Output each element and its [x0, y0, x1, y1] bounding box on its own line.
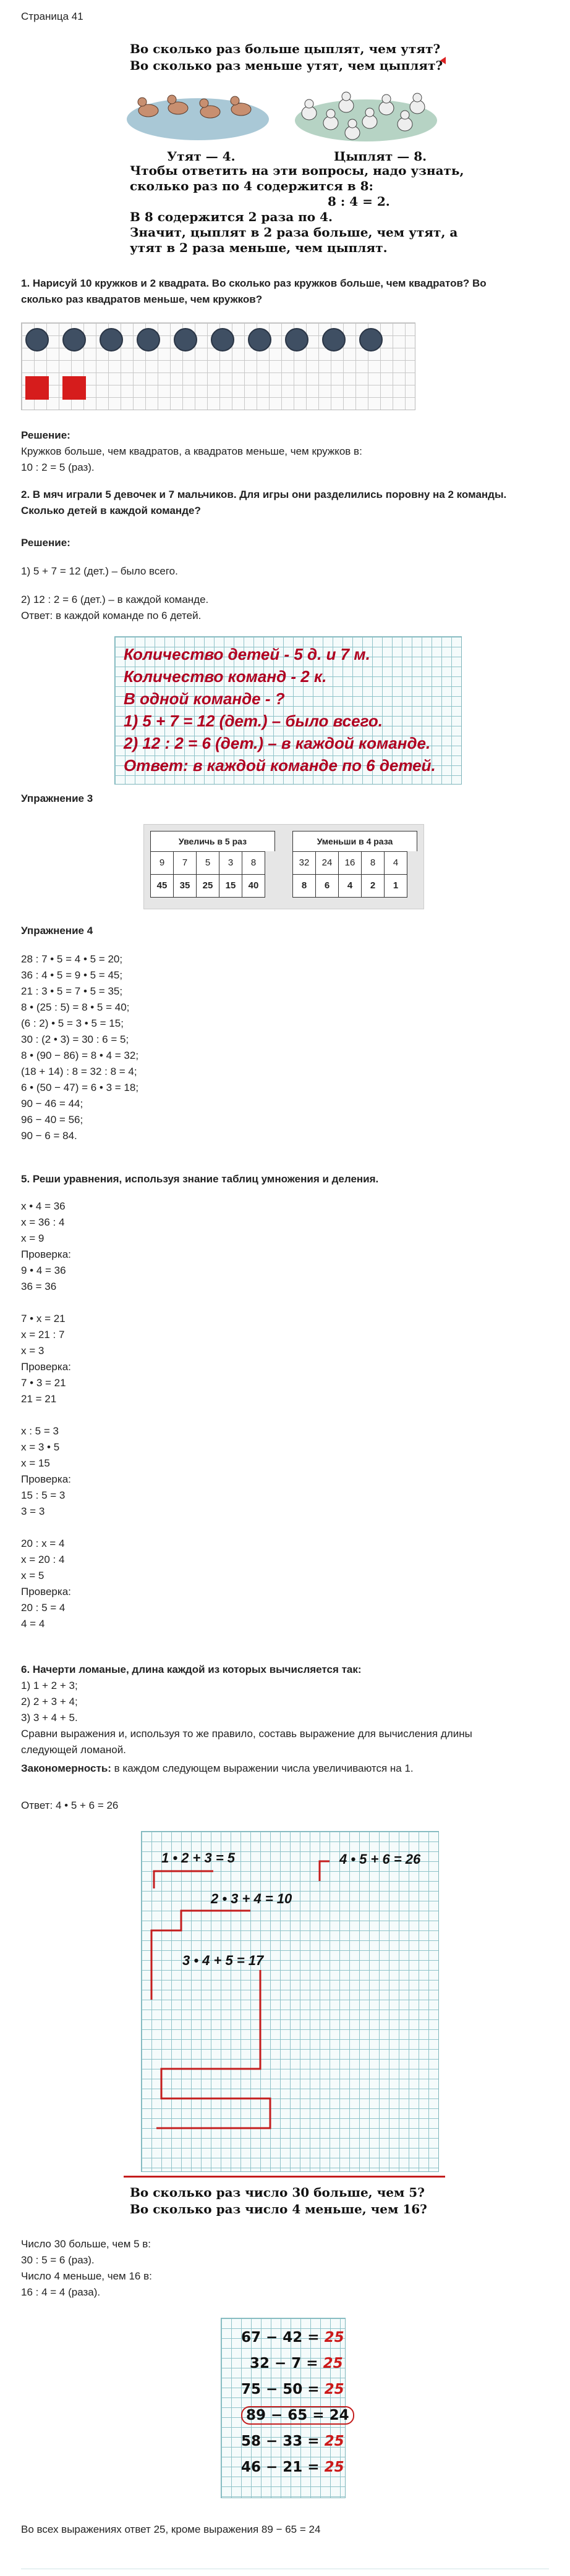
ex3-left-grid: [150, 851, 265, 898]
task2-title-line1: 2. В мяч играли 5 девочек и 7 мальчиков. Для игры они разделились поровну на 2 команды.: [21, 489, 507, 500]
eq-line: 20 : 5 = 4: [21, 1602, 66, 1614]
table-cell: 32: [293, 852, 316, 875]
divider-line: [124, 2176, 445, 2178]
task6-notebook: [141, 1831, 439, 2172]
circle-shape: [174, 328, 197, 351]
task2-title-line2: Сколько детей в каждой команде?: [21, 505, 201, 516]
calc-expr: 67 − 42 =: [241, 2330, 320, 2346]
ex3-title: Упражнение 3: [21, 793, 93, 804]
eq-line: x = 36 : 4: [21, 1216, 65, 1228]
calc-expr: 32 − 7 =: [250, 2355, 318, 2372]
ex4-line: 36 : 4 • 5 = 9 • 5 = 45;: [21, 969, 123, 981]
circle-shape: [322, 328, 346, 351]
eq-line: x • 4 = 36: [21, 1200, 66, 1212]
eq-line: x = 15: [21, 1457, 50, 1469]
task1-title-line2: сколько раз квадратов меньше, чем кружков?: [21, 293, 263, 305]
square-shape: [62, 376, 86, 400]
task5-title: 5. Реши уравнения, используя знание таблиц умножения и деления.: [21, 1173, 379, 1185]
table-cell: 3: [219, 852, 242, 875]
polyline-label-1: 1 • 2 + 3 = 5: [161, 1850, 236, 1866]
eq-spacer: [21, 1407, 71, 1423]
label-ducks: Утят — 4.: [167, 149, 236, 164]
task6-pattern: [21, 1761, 414, 1777]
ex4-line: 30 : (2 • 3) = 30 : 6 = 5;: [21, 1033, 129, 1045]
table-cell: 15: [219, 875, 242, 898]
calc-answer: 24: [329, 2407, 349, 2423]
ex4-line: 96 − 40 = 56;: [21, 1114, 83, 1126]
task7-q2: Во сколько раз число 4 меньше, чем 16?: [130, 2202, 427, 2216]
table-cell: 7: [174, 852, 197, 875]
label-chicks: Цыплят — 8.: [334, 149, 427, 164]
task7-conclusion: Во всех выражениях ответ 25, кроме выражения 89 − 65 = 24: [21, 2523, 321, 2535]
calc-expr: 46 − 21 =: [241, 2459, 320, 2475]
task7-a3: Число 4 меньше, чем 16 в:: [21, 2270, 152, 2282]
ex4-line: 90 − 6 = 84.: [21, 1130, 77, 1142]
ex3-left-head: Увеличь в 5 раз: [150, 831, 275, 851]
task6-item: 3) 3 + 4 + 5.: [21, 1712, 78, 1724]
circle-shape: [248, 328, 271, 351]
eq-line: 9 • 4 = 36: [21, 1265, 66, 1276]
polyline-1: [154, 1871, 213, 1888]
eq-line: x : 5 = 3: [21, 1425, 59, 1437]
circle-shape: [62, 328, 86, 351]
textbook-q1: Во сколько раз больше цыплят, чем утят?: [130, 41, 441, 56]
eq-line: Проверка:: [21, 1248, 71, 1260]
ex3-right-head: Уменьши в 4 раза: [292, 831, 417, 851]
eq-line: Проверка:: [21, 1361, 71, 1373]
calc-row: [241, 2457, 344, 2478]
task6-answer: Ответ: 4 • 5 + 6 = 26: [21, 1799, 119, 1811]
ex4-line: 21 : 3 • 5 = 7 • 5 = 35;: [21, 985, 123, 997]
eq-line: 20 : x = 4: [21, 1538, 65, 1549]
task2-solution-line3: Ответ: в каждой команде по 6 детей.: [21, 610, 202, 621]
pattern-text: в каждом следующем выражении числа увеличиваются на 1.: [111, 1762, 414, 1774]
task2-solution-line2: 2) 12 : 2 = 6 (дет.) – в каждой команде.: [21, 594, 209, 605]
eq-line: x = 20 : 4: [21, 1554, 65, 1565]
ex4-title: Упражнение 4: [21, 925, 93, 937]
polyline-3: [156, 1970, 270, 2128]
task7-questions: [130, 2184, 427, 2218]
polylines-drawing: [142, 1832, 438, 2171]
task5-lines: [21, 1198, 71, 1632]
eq-line: x = 5: [21, 1570, 45, 1581]
eq-line: x = 3: [21, 1345, 45, 1357]
eq-spacer: [21, 1520, 71, 1536]
ex4-line: 8 • (25 : 5) = 8 • 5 = 40;: [21, 1001, 130, 1013]
table-cell: 5: [197, 852, 219, 875]
task1-title: [21, 276, 487, 308]
task6-instruction: следующей ломаной.: [21, 1744, 126, 1756]
duck-chick-illustration: [124, 83, 439, 145]
textbook-p2: сколько раз по 4 содержится в 8:: [130, 179, 373, 193]
calc-row-highlighted: [241, 2405, 354, 2427]
textbook-p6: утят в 2 раза меньше, чем цыплят.: [130, 240, 388, 255]
calc-answer: 25: [323, 2355, 343, 2372]
calc-expr: 58 − 33 =: [241, 2433, 320, 2449]
eq-line: Проверка:: [21, 1586, 71, 1597]
eq-line: 21 = 21: [21, 1393, 57, 1405]
table-cell: 2: [362, 875, 385, 898]
task6-text: [21, 1678, 472, 1758]
task6-item: 1) 1 + 2 + 3;: [21, 1680, 78, 1691]
table-cell: 16: [339, 852, 362, 875]
ex3-tables: [143, 824, 424, 909]
eq-line: x = 9: [21, 1232, 45, 1244]
table-cell: 1: [385, 875, 407, 898]
hw-line: 1) 5 + 7 = 12 (дет.) – было всего.: [124, 712, 383, 730]
textbook-p4: В 8 содержится 2 раза по 4.: [130, 209, 333, 224]
table-cell: 8: [242, 852, 265, 875]
calc-answer: 25: [324, 2433, 344, 2449]
eq-line: 4 = 4: [21, 1618, 45, 1630]
calc-answer: 25: [324, 2330, 344, 2346]
calc-row: [241, 2431, 344, 2452]
ex4-line: (6 : 2) • 5 = 3 • 5 = 15;: [21, 1017, 124, 1029]
hw-line: В одной команде - ?: [124, 689, 285, 708]
table-cell: 24: [316, 852, 339, 875]
task2-handwritten-solution: [124, 643, 436, 777]
textbook-explanation: [130, 163, 464, 256]
textbook-p5: Значит, цыплят в 2 раза больше, чем утят, а: [130, 225, 458, 240]
ex3-left-table: [150, 831, 275, 898]
task6-title: 6. Начерти ломаные, длина каждой из которых вычисляется так:: [21, 1664, 362, 1675]
task1-title-line1: 1. Нарисуй 10 кружков и 2 квадрата. Во сколько раз кружков больше, чем квадратов? Во: [21, 277, 487, 289]
eq-line: Проверка:: [21, 1473, 71, 1485]
calc-expr: 89 − 65 =: [246, 2407, 325, 2423]
pattern-label: Закономерность:: [21, 1762, 111, 1774]
polyline-label-2: 2 • 3 + 4 = 10: [211, 1891, 292, 1906]
table-cell: 4: [339, 875, 362, 898]
task1-solution-line2: 10 : 2 = 5 (раз).: [21, 461, 95, 473]
ex3-right-grid: [292, 851, 407, 898]
ex4-line: 28 : 7 • 5 = 4 • 5 = 20;: [21, 953, 123, 965]
task1-solution-label: Решение:: [21, 429, 70, 441]
eq-line: x = 3 • 5: [21, 1441, 60, 1453]
circle-shape: [100, 328, 123, 351]
calc-row: [241, 2327, 344, 2349]
task6-item: 2) 2 + 3 + 4;: [21, 1696, 78, 1707]
ex4-line: 90 − 46 = 44;: [21, 1098, 83, 1109]
table-cell: 4: [385, 852, 407, 875]
circle-shape: [359, 328, 383, 351]
calc-expr-circled: [241, 2406, 354, 2425]
ex4-line: 8 • (90 − 86) = 8 • 4 = 32;: [21, 1050, 139, 1061]
table-cell: 45: [151, 875, 174, 898]
eq-line: 36 = 36: [21, 1281, 57, 1292]
calc-expr: 75 − 50 =: [241, 2381, 320, 2397]
textbook-p3: 8 : 4 = 2.: [328, 194, 390, 209]
eq-line: 15 : 5 = 3: [21, 1489, 66, 1501]
marker-triangle-icon: [440, 57, 446, 64]
task2-solution-label: Решение:: [21, 537, 70, 549]
eq-line: 3 = 3: [21, 1505, 45, 1517]
calc-row: [241, 2379, 344, 2401]
ex3-right-table: [292, 831, 417, 898]
table-cell: 8: [362, 852, 385, 875]
eq-spacer: [21, 1295, 71, 1311]
ex4-line: 6 • (50 − 47) = 6 • 3 = 18;: [21, 1082, 139, 1093]
square-shape: [25, 376, 49, 400]
task7-a2: 30 : 5 = 6 (раз).: [21, 2254, 95, 2266]
table-cell: 40: [242, 875, 265, 898]
ex4-line: (18 + 14) : 8 = 32 : 8 = 4;: [21, 1066, 137, 1077]
calc-answer: 25: [324, 2381, 344, 2397]
page-label: Страница 41: [21, 11, 83, 22]
calc-notebook: [221, 2318, 349, 2498]
task2-solution-line1: 1) 5 + 7 = 12 (дет.) – было всего.: [21, 565, 178, 577]
calc-row: [241, 2353, 343, 2375]
textbook-p1: Чтобы ответить на эти вопросы, надо узнать,: [130, 163, 464, 178]
hw-line: Количество команд - 2 к.: [124, 667, 327, 686]
task7-answers: [21, 2236, 152, 2300]
table-cell: 35: [174, 875, 197, 898]
circle-shape: [25, 328, 49, 351]
task2-notebook: [114, 636, 462, 785]
circle-shape: [137, 328, 160, 351]
eq-line: 7 • 3 = 21: [21, 1377, 66, 1389]
task1-drawing: [21, 322, 415, 410]
task7-a4: 16 : 4 = 4 (раза).: [21, 2286, 101, 2298]
polyline-label-4: 4 • 5 + 6 = 26: [339, 1851, 421, 1867]
hw-line: Ответ: в каждой команде по 6 детей.: [124, 756, 436, 775]
task7-q1: Во сколько раз число 30 больше, чем 5?: [130, 2185, 425, 2200]
table-cell: 6: [316, 875, 339, 898]
circle-shape: [211, 328, 234, 351]
ex4-lines: [21, 951, 138, 1144]
polyline-4: [320, 1861, 330, 1881]
eq-line: x = 21 : 7: [21, 1329, 65, 1341]
polyline-label-3: 3 • 4 + 5 = 17: [182, 1953, 264, 1968]
task1-solution-line1: Кружков больше, чем квадратов, а квадратов меньше, чем кружков в:: [21, 445, 362, 457]
textbook-q2: Во сколько раз меньше утят, чем цыплят?: [130, 58, 443, 73]
table-cell: 9: [151, 852, 174, 875]
task2-title: [21, 487, 506, 519]
table-cell: 8: [293, 875, 316, 898]
calc-answer: 25: [324, 2459, 344, 2475]
hw-line: 2) 12 : 2 = 6 (дет.) – в каждой команде.: [124, 734, 431, 752]
polyline-2: [151, 1911, 250, 2000]
hw-line: Количество детей - 5 д. и 7 м.: [124, 645, 370, 663]
table-cell: 25: [197, 875, 219, 898]
eq-line: 7 • x = 21: [21, 1313, 66, 1324]
textbook-questions: [130, 41, 443, 74]
task6-instruction: Сравни выражения и, используя то же правило, составь выражение для вычисления длины: [21, 1728, 472, 1740]
circle-shape: [285, 328, 308, 351]
task7-a1: Число 30 больше, чем 5 в:: [21, 2238, 151, 2250]
